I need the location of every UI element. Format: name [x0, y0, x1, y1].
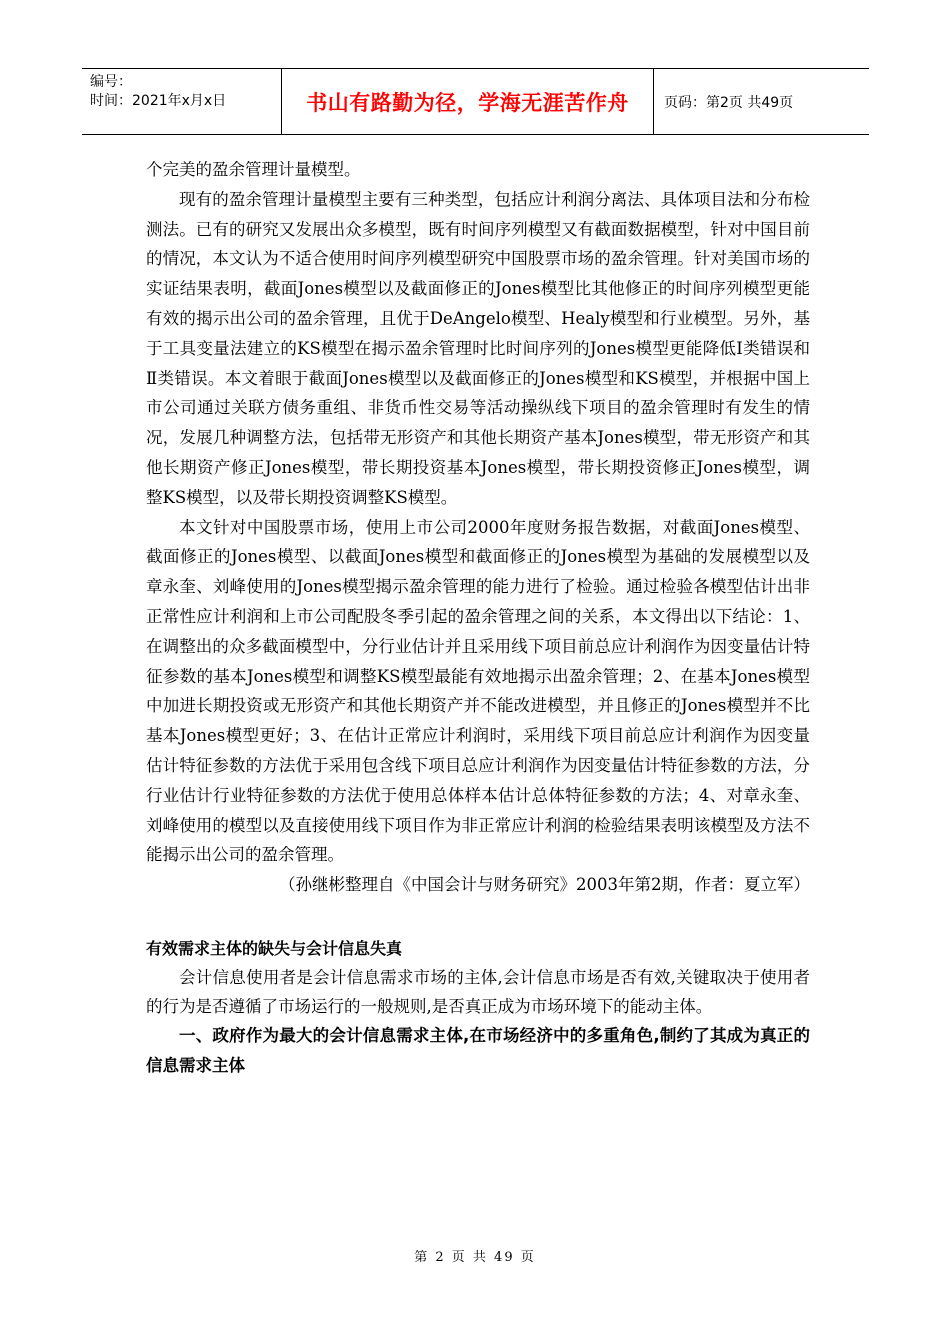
section-title: 有效需求主体的缺失与会计信息失真: [146, 938, 403, 958]
header-motto-cell: [282, 69, 654, 134]
page-info-text: 页码：第2页 共49页: [664, 94, 794, 111]
date-line: 时间：2021年x月x日: [90, 93, 227, 109]
page-footer: 第 2 页 共 49 页: [414, 1250, 536, 1265]
paragraph-models: 现有的盈余管理计量模型主要有三种类型，包括应计利润分离法、具体项目法和分布检测法。已有的研究又发展出众多模型，既有时间序列模型又有截面数据模型，针对中国目前的情况，本文认为不适合使用时间序列模型研究中国股票市场的盈余管理。针对美国市场的实证结果表明，截面Jones模型以及截面修正的Jones模型比其他修正的时间序列模型更能有效的揭示出公司的盈余管理，且优于DeAngelo模型、Healy模型和行业模型。另外，基于工具变量法建立的KS模型在揭示盈余管理时比时间序列的Jones模型更能降低Ⅰ类错误和Ⅱ类错误。本文着眼于截面Jones模型以及截面修正的Jones模型和KS模型，并根据中国上市公司通过关联方债务重组、非货币性交易等活动操纵线下项目的盈余管理时有发生的情况，发展几种调整方法，包括带无形资产和其他长期资产基本Jones模型，带无形资产和其他长期资产修正Jones模型，带长期投资基本Jones模型，带长期投资修正Jones模型，调整KS模型，以及带长期投资调整KS模型。: [146, 189, 810, 507]
header-page-info: [654, 69, 869, 134]
header-motto: 书山有路勤为径，学海无涯苦作舟: [306, 90, 629, 115]
paragraph-findings: 本文针对中国股票市场，使用上市公司2000年度财务报告数据，对截面Jones模型、截面修正的Jones模型、以截面Jones模型和截面修正的Jones模型为基础的发展模型以及章永奎、刘峰使用的Jones模型揭示盈余管理的能力进行了检验。通过检验各模型估计出非正常性应计利润和上市公司配股冬季引起的盈余管理之间的关系，本文得出以下结论：1、在调整出的众多截面模型中，分行业估计并且采用线下项目前总应计利润作为因变量估计特征参数的基本Jones模型和调整KS模型最能有效地揭示出盈余管理；2、在基本Jones模型中加进长期投资或无形资产和其他长期资产并不能改进模型，并且修正的Jones模型并不比基本Jones模型更好；3、在估计正常应计利润时，采用线下项目前总应计利润作为因变量估计特征参数的方法优于采用包含线下项目总应计利润作为因变量估计特征参数的方法，分行业估计行业特征参数的方法优于使用总体样本估计总体特征参数的方法；4、对章永奎、刘峰使用的模型以及直接使用线下项目作为非正常应计利润的检验结果表明该模型及方法不能揭示出公司的盈余管理。: [146, 517, 810, 865]
source-note: （孙继彬整理自《中国会计与财务研究》2003年第2期，作者：夏立军）: [279, 875, 810, 895]
document-body: [146, 155, 810, 1081]
paragraph-continued: 个完美的盈余管理计量模型。: [146, 160, 361, 179]
page-header: [82, 68, 869, 135]
paragraph-users: 会计信息使用者是会计信息需求市场的主体,会计信息市场是否有效,关键取决于使用者的行为是否遵循了市场运行的一般规则,是否真正成为市场环境下的能动主体。: [146, 967, 810, 1016]
header-meta: [82, 69, 282, 134]
subheading-government: 一、政府作为最大的会计信息需求主体,在市场经济中的多重角色,制约了其成为真正的信息需求主体: [146, 1025, 810, 1075]
doc-number-label: 编号：: [90, 74, 132, 90]
section-gap: [146, 900, 810, 935]
